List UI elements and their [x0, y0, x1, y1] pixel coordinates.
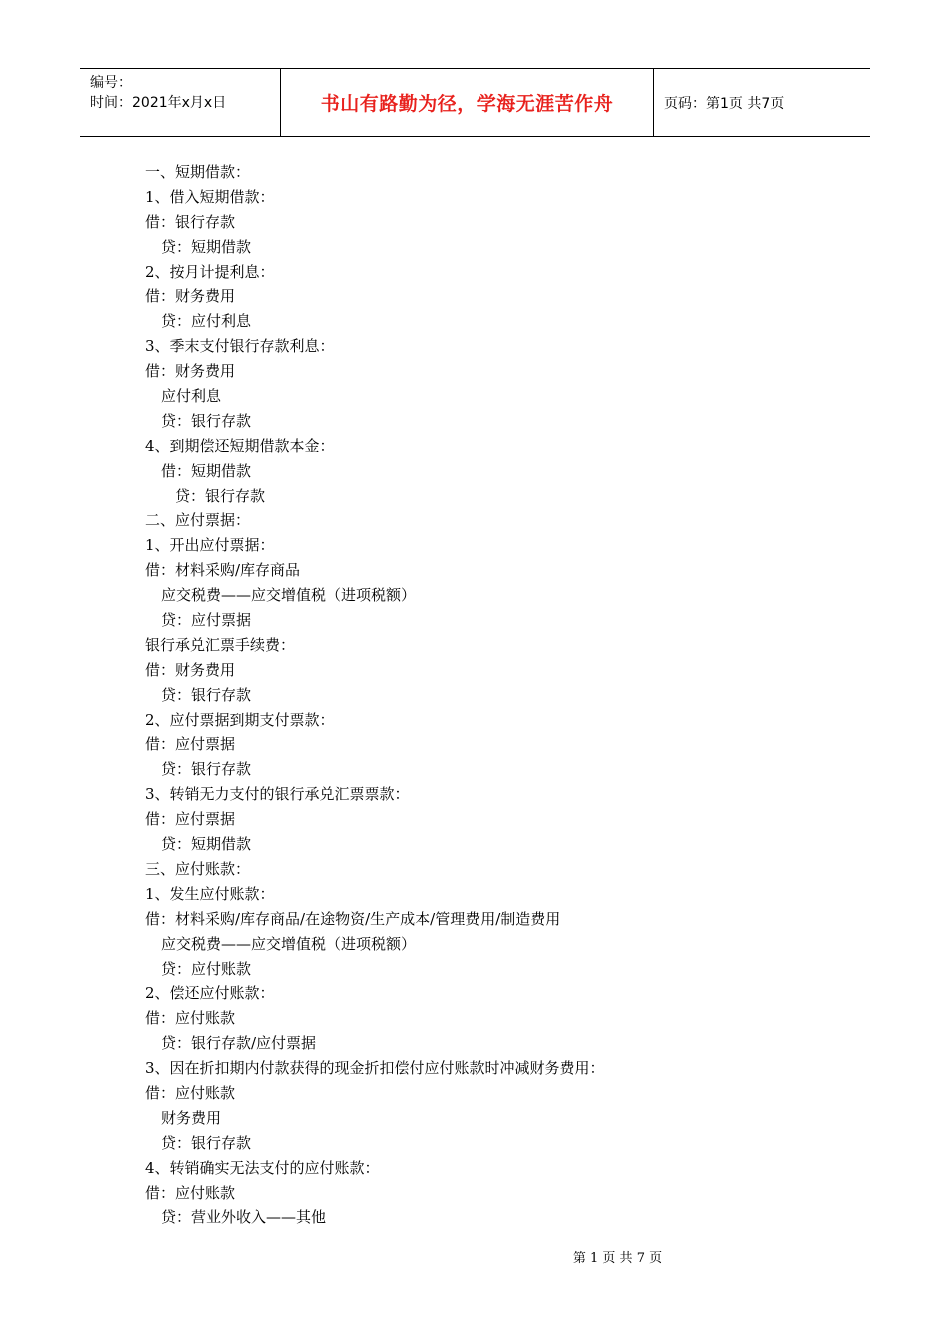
- body-line: 应交税费——应交增值税（进项税额）: [161, 934, 417, 953]
- body-line: 2、偿还应付账款：: [145, 984, 275, 1003]
- body-line: 借：财务费用: [145, 362, 236, 381]
- body-line: 4、到期偿还短期借款本金：: [145, 436, 335, 455]
- body-line: 贷：银行存款: [175, 486, 266, 505]
- body-line: 3、季末支付银行存款利息：: [145, 337, 335, 356]
- body-line: 2、应付票据到期支付票款：: [145, 710, 335, 729]
- body-line: 借：应付账款: [145, 1083, 236, 1102]
- body-line: 贷：银行存款: [161, 1133, 252, 1152]
- body-line: 借：应付票据: [145, 735, 236, 754]
- body-line: 借：应付账款: [145, 1183, 236, 1202]
- body-line: 财务费用: [161, 1108, 222, 1127]
- body-line: 银行承兑汇票手续费：: [145, 635, 296, 654]
- body-line: 借：应付账款: [145, 1009, 236, 1028]
- body-line: 贷：短期借款: [161, 237, 252, 256]
- header-page-indicator: 页码：第1页 共7页: [664, 95, 785, 112]
- page-footer: 第 1 页 共 7 页: [572, 1251, 663, 1266]
- body-line: 借：银行存款: [145, 212, 236, 231]
- body-line: 贷：银行存款/应付票据: [161, 1034, 317, 1053]
- page-header: [80, 68, 870, 137]
- body-line: 贷：应付账款: [161, 959, 252, 978]
- body-line: 2、按月计提利息：: [145, 262, 275, 281]
- body-line: 1、借入短期借款：: [145, 187, 275, 206]
- body-line: 1、开出应付票据：: [145, 536, 275, 555]
- header-motto: 书山有路勤为径，学海无涯苦作舟: [281, 69, 654, 136]
- body-line: 三、应付账款：: [145, 859, 251, 878]
- body-line: 借：财务费用: [145, 660, 236, 679]
- body-line: 应交税费——应交增值税（进项税额）: [161, 586, 417, 605]
- body-line: 应付利息: [161, 387, 222, 406]
- body-line: 借：应付票据: [145, 810, 236, 829]
- header-meta: [80, 69, 281, 136]
- body-line: 1、发生应付账款：: [145, 884, 275, 903]
- body-line: 3、转销无力支付的银行承兑汇票票款：: [145, 785, 410, 804]
- document-number-label: 编号：: [90, 75, 132, 91]
- body-line: 借：短期借款: [161, 461, 252, 480]
- body-line: 贷：银行存款: [161, 760, 252, 779]
- document-body: [145, 160, 845, 1230]
- body-line: 贷：应付利息: [161, 312, 252, 331]
- body-line: 一、短期借款：: [145, 163, 251, 181]
- body-line: 贷：营业外收入——其他: [161, 1208, 327, 1227]
- body-line: 贷：短期借款: [161, 835, 252, 854]
- body-line: 借：材料采购/库存商品/在途物资/生产成本/管理费用/制造费用: [145, 909, 561, 928]
- body-line: 二、应付票据：: [145, 511, 251, 530]
- body-line: 借：材料采购/库存商品: [145, 561, 301, 580]
- body-line: 贷：应付票据: [161, 611, 252, 630]
- body-line: 借：财务费用: [145, 287, 236, 306]
- document-time-label: 时间：2021年x月x日: [90, 95, 227, 111]
- body-line: 贷：银行存款: [161, 411, 252, 430]
- body-line: 3、因在折扣期内付款获得的现金折扣偿付应付账款时冲减财务费用：: [145, 1059, 605, 1078]
- body-line: 4、转销确实无法支付的应付账款：: [145, 1158, 380, 1177]
- body-line: 贷：银行存款: [161, 685, 252, 704]
